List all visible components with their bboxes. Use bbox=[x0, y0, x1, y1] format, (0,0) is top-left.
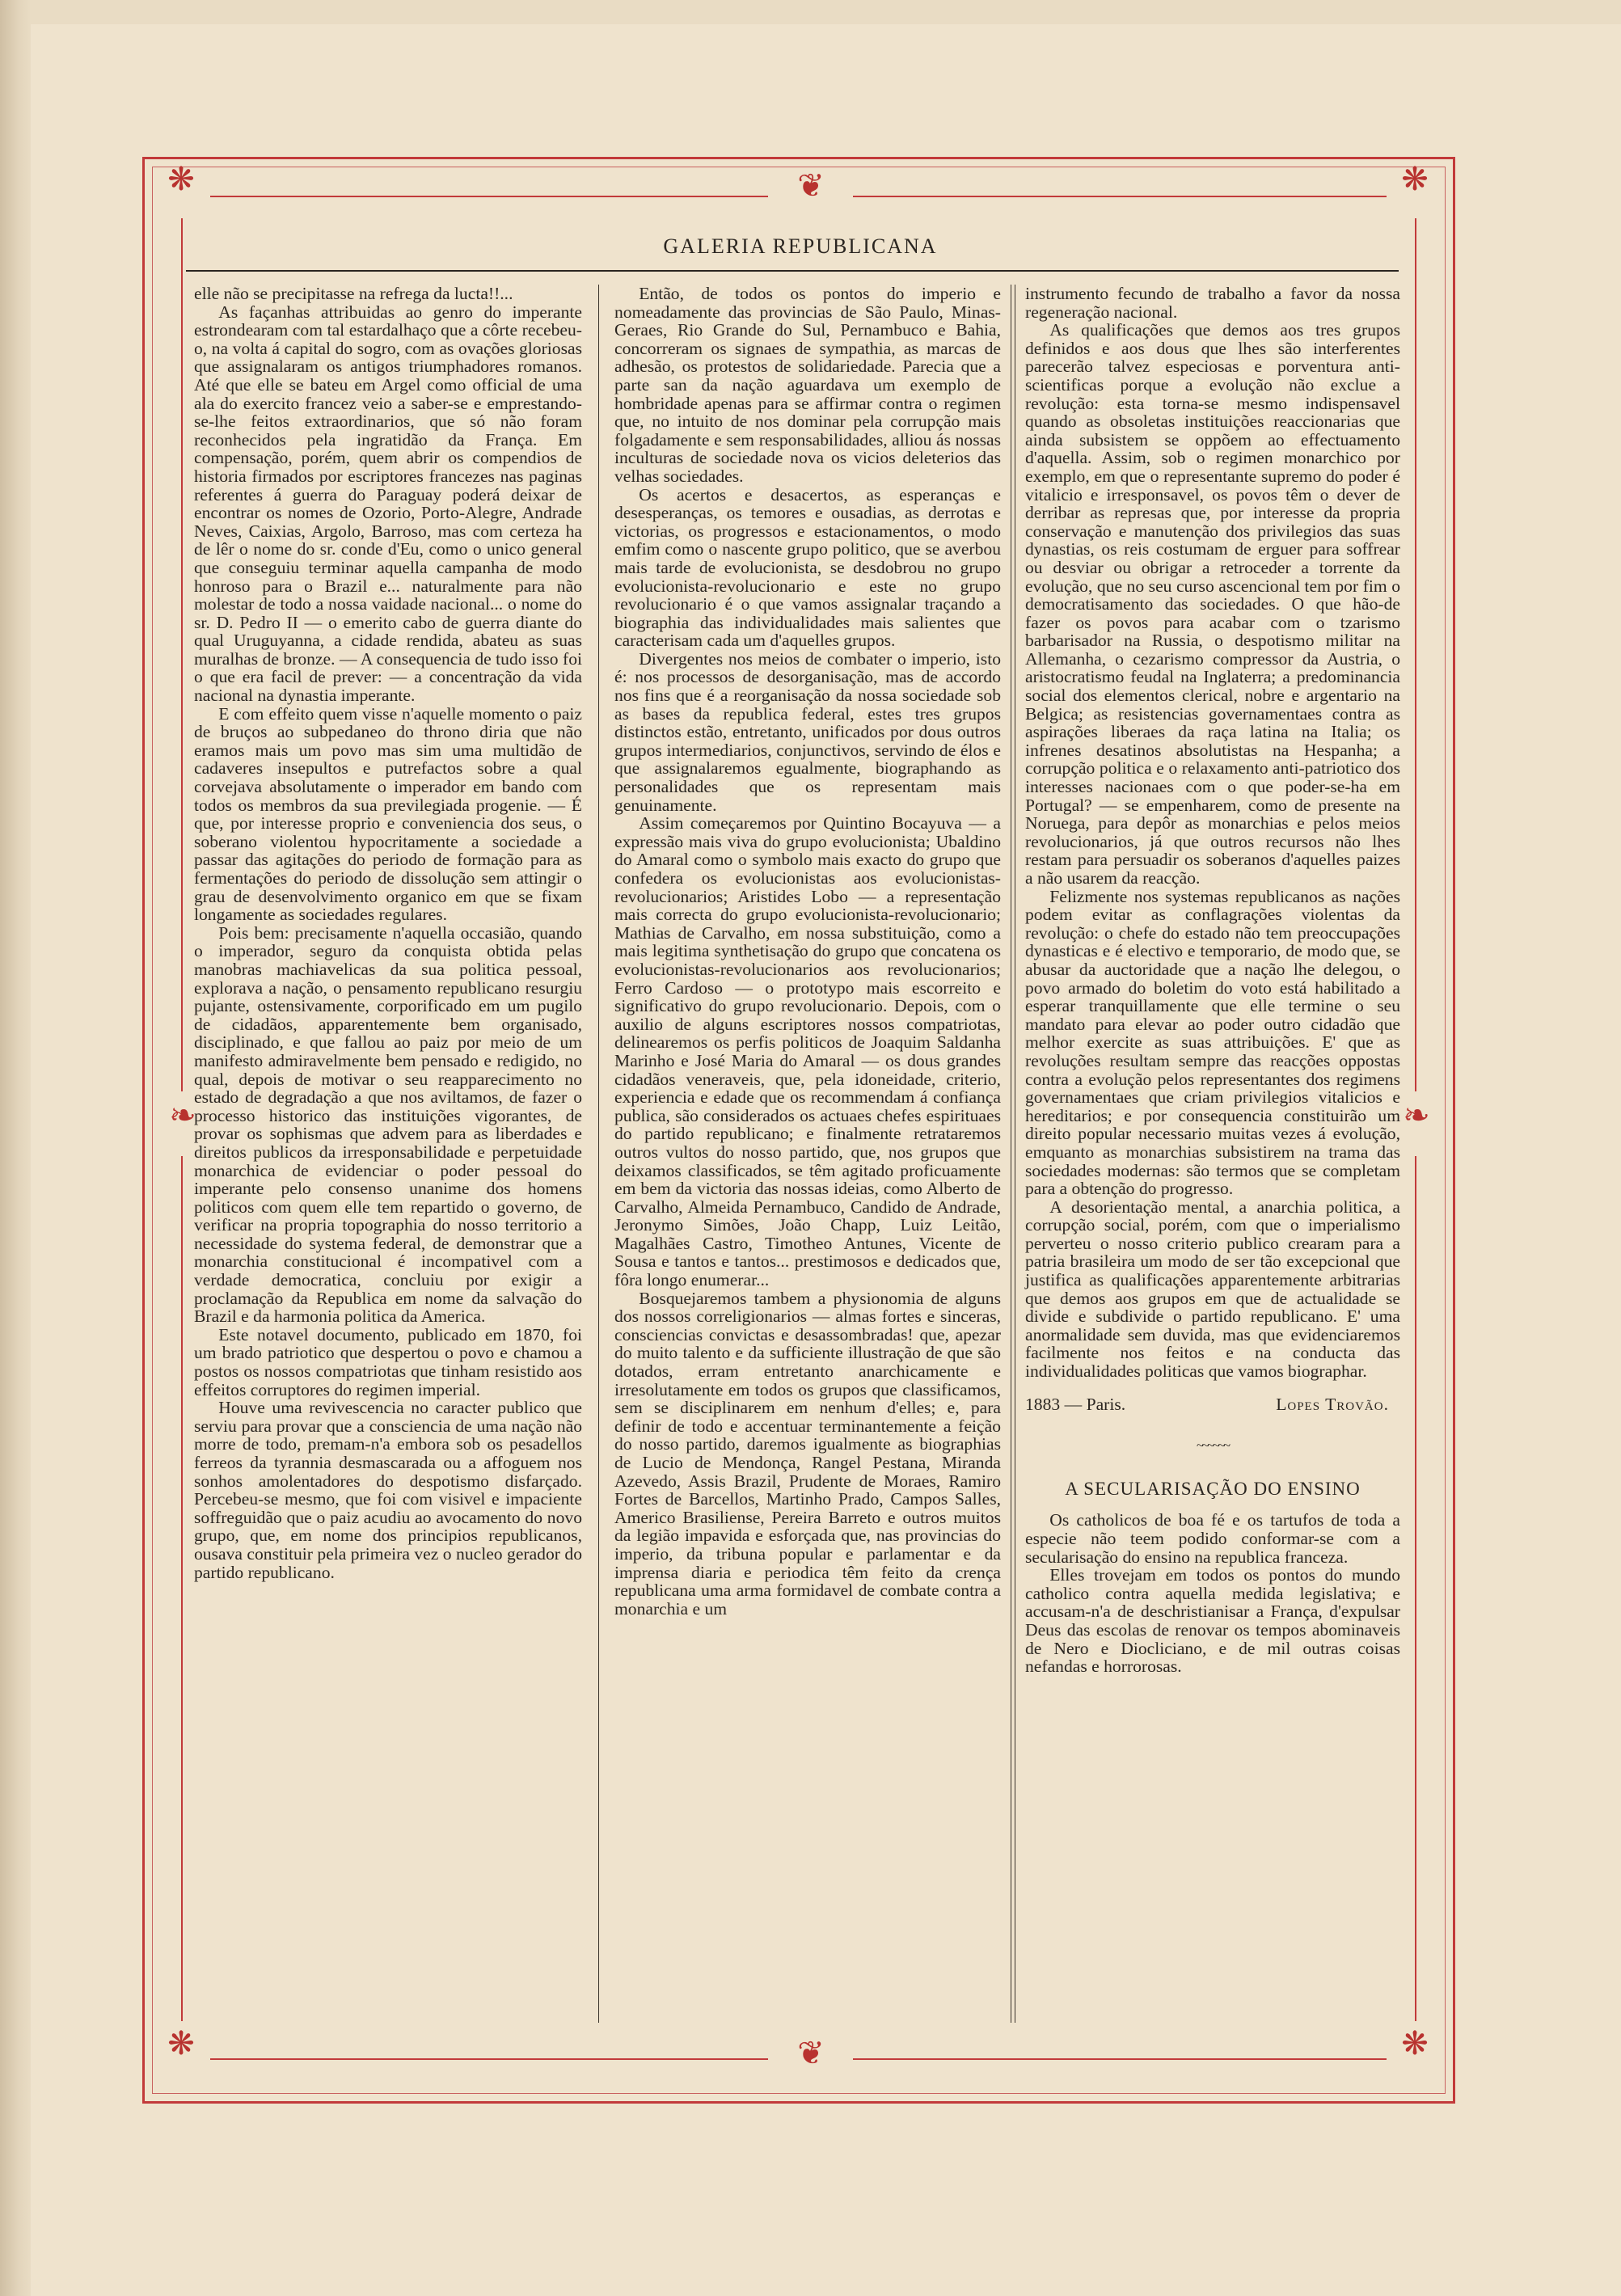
paragraph: Então, de todos os pontos do imperio e nomeadamente das provincias de São Paulo, Minas-Geraes, Rio Grande do Sul, Pernambuco e Bahia, concorreram os signaes de sympathia, as marcas de adhesão, os protestos de solidariedade. Parecia que a parte san da nação aguardava um exemplo de hombridade apenas para se affirmar contra o regimen que, no intuito de nos dominar pela corrupção mais folgadamente e sem responsabilidades, alliou ás nossas inculturas de sociedade nova os vicios deleterios das velhas sociedades. bbox=[614, 284, 1001, 486]
paragraph: Os catholicos de boa fé e os tartufos de toda a especie não teem podido conformar-se com a secularisação do ensino na republica franceza. bbox=[1025, 1510, 1400, 1567]
paragraph: Houve uma revivescencia no caracter publico que serviu para provar que a consciencia de uma nação não morre de todo, premam-n'a embora sob os pesadellos ferreos da tyrannia desmascarada ou a affoguem nos sonhos amolentadores do despotismo disfarçado. Percebeu-se mesmo, que foi com visivel e impaciente soffreguidão que o paiz acudiu ao avocamento do novo grupo, que, em nome dos principios republicanos, ousava constituir pela primeira vez o nucleo gerador do partido republicano. bbox=[194, 1398, 582, 1582]
paragraph: Pois bem: precisamente n'aquella occasião, quando o imperador, seguro da conquista obtida pelas manobras machiavelicas da sua politica pessoal, explorava a nação, o pensamento republicano resurgiu pujante, ostensivamente, corporificado em um pugilo de cidadãos, apparentemente bem organisado, disciplinado, e que fallou ao paiz por meio de um manifesto admiravelmente bem pensado e redigido, no qual, depois de motivar o seu reapparecimento no estado de degradação a que nos aviltamos, de fazer o processo historico das instituições vigorantes, de provar os sophismas que advem para as liberdades e direitos publicos da irresponsabilidade e perpetuidade monarchica de evidenciar o poder pessoal do imperante pelo consenso unanime dos homens politicos com quem elle tem repartido o governo, de verificar na propria topographia do nosso territorio a necessidade do systema federal, de demonstrar que a monarchia constitucional é incompativel com a verdade democratica, concluiu por exigir a proclamação da Republica em nome da salvação do Brazil e da harmonia politica da America. bbox=[194, 922, 582, 1327]
paragraph: As façanhas attribuidas ao genro do imperante estrondearam com tal estardalhaço que a côrte recebeu-o, na volta á capital do sogro, com as ovações gloriosas que assignalaram os antigos triumphadores romanos. Até que elle se bateu em Argel como official de uma ala do exercito francez veio a saber-se e emprestando-se-lhe feitos extraordinarios, que só não foram reconhecidos pela ingratidão da França. Em compensação, porém, quem abrir os compendios de historia firmados por escriptores francezes nas paginas referentes á guerra do Paraguay poderá deixar de encontrar os nomes de Ozorio, Porto-Alegre, Andrade Neves, Caixias, Argolo, Barroso, mas com certeza ha de lêr o nome do sr. conde d'Eu, como o unico general que conseguiu terminar aquella campanha de modo honroso para o Brazil e... naturalmente para não molestar de todo a nossa vaidade nacional... o nome do sr. D. Pedro II — o emerito cabo de guerra diante do qual Uruguyanna, a cidade rendida, abateu as suas muralhas de bronze. — A consequencia de tudo isso foi o que era facil de prever: — a concentração da vida nacional na dynastia imperante. bbox=[194, 302, 582, 706]
right-ornament-rule-top bbox=[1415, 218, 1416, 1091]
bottom-ornament-rule-left bbox=[210, 2058, 768, 2060]
paragraph: elle não se precipitasse na refrega da lucta!!... bbox=[194, 284, 513, 303]
paragraph: instrumento fecundo de trabalho a favor da nossa regeneração nacional. bbox=[1025, 284, 1400, 322]
article-column-3 bbox=[1025, 285, 1400, 1676]
corner-ornament-top-left-icon: ❋ bbox=[167, 161, 195, 197]
paragraph: E com effeito quem visse n'aquelle momento o paiz de bruços ao subpedaneo do throno diria que não eramos mais um povo mas sim uma multidão de cadaveres insepultos e putrefactos sobre a qual corvejava absolutamente o imperador em bando com todos os membros da sua previlegiada progenie. — É que, por interesse proprio e conveniencia dos seus, o soberano violentou hypocritamente a sociedade a passar das agitações do periodo de formação para as fermentações do periodo de dissolução sem attingir o grau de desenvolvimento organico em que se fixam longamente as sociedades regulares. bbox=[194, 703, 582, 925]
corner-ornament-top-right-icon: ❋ bbox=[1401, 161, 1429, 197]
section-title: A SECULARISAÇÃO DO ENSINO bbox=[1065, 1478, 1361, 1499]
column-divider-1 bbox=[598, 285, 599, 2023]
left-ornament-rule-top bbox=[181, 218, 183, 1091]
signature-author: Lopes Trovão. bbox=[1276, 1394, 1389, 1414]
page-header-title: GALERIA REPUBLICANA bbox=[663, 234, 938, 258]
paragraph: Este notavel documento, publicado em 1870, foi um brado patriotico que despertou o povo e chamou a postos os nossos compatriotas que tinham resistido aos effeitos corruptores do regimen imperial. bbox=[194, 1324, 582, 1399]
top-ornament-rule-right bbox=[853, 196, 1387, 197]
paragraph: Os acertos e desacertos, as esperanças e desesperanças, os temores e ousadias, as derrotas e victorias, os progressos e estacionamentos, o modo emfim como o nascente grupo politico, que se averbou mais tarde de evolucionista, se desdobrou no grupo evolucionista-revolucionario e este no grupo revolucionario é o que vamos assignalar traçando a biographia das individualidades mais salientes que caracterisam cada um d'aquelles grupos. bbox=[614, 484, 1001, 651]
paragraph: Assim começaremos por Quintino Bocayuva — a expressão mais viva do grupo evolucionista; Ubaldino do Amaral como o symbolo mais exacto do grupo que confedera os evolucionistas aos evolucionistas-revolucionarios; Aristides Lobo — a representação mais correcta do grupo evolucionista-revolucionario; Mathias de Carvalho, em nossa substituição, como a mais legitima synthetisação do grupo que concatena os evolucionistas-revolucionarios aos revolucionarios; Ferro Cardoso — o prototypo mais escorreito e significativo do grupo revolucionario. Depois, com o auxilio de alguns escriptores nossos compatriotas, delinearemos os perfis politicos de Joaquim Saldanha Marinho e José Maria do Amaral — os dous grandes cidadãos veneraveis, que, pela idoneidade, criterio, experiencia e edade que os recommendam á confiança publica, são considerados os actuaes chefes espirituaes do partido republicano; e finalmente retrataremos outros vultos do nosso partido, que, nos grupos que deixamos classificados, se têm agitado proficuamente em bem da victoria das nossas ideias, como Alberto de Carvalho, Almeida Pernambuco, Candido de Andrade, Jeronymo Simões, João Chapp, Luiz Leitão, Magalhães Castro, Timotheo Antunes, Vicente de Sousa e tantos e tantos... prestimosos e dedicados que, fôra longo enumerar... bbox=[614, 813, 1001, 1290]
header-rule bbox=[186, 270, 1399, 272]
bottom-ornament-rule-right bbox=[853, 2058, 1387, 2060]
left-ornament-rule-bottom bbox=[181, 1156, 183, 2021]
paragraph: A desorientação mental, a anarchia politica, a corrupção social, porém, com que o imperialismo perverteu o nosso criterio publico crearam para a patria brasileira um modo de ser tão excepcional que justifica as qualificações apparentemente arbitrarias que demos aos grupos em que de actualidade se divide e subdivide o partido republicano. E' uma anormalidade sem duvida, mas que evidenciaremos facilmente nos feitos e na conducta das individualidades politicas que vamos biographar. bbox=[1025, 1197, 1400, 1382]
section-separator: ~~~~~~ bbox=[1197, 1439, 1229, 1454]
corner-ornament-bottom-right-icon: ❋ bbox=[1401, 2025, 1429, 2062]
paragraph: As qualificações que demos aos tres grupos definidos e aos dous que lhes são interferentes parecerão talvez especiosas e porventura anti-scientificas porque a evolução não exclue a revolução: esta torna-se mesmo indispensavel quando as obsoletas instituições reaccionarias que ainda subsistem se oppõem ao effectuamento d'aquella. Assim, sob o regimen monarchico por exemplo, em que o representante supremo do poder é vitalicio e irresponsavel, os povos têm o dever de derribar as represas que, por interesse da propria conservação e manutenção dos privilegios das suas dynastias, os reis costumam de erguer para soffrear ou desviar ou obrigar a retroceder a torrente da evolução, que no seu curso ascencional tem por fim o democratisamento das sociedades. O que hão-de fazer os povos para acabar com o tzarismo barbarisador na Russia, o despotismo militar na Allemanha, o cezarismo compressor da Austria, o aristocratismo feudal na Inglaterra; a predominancia social dos elementos clerical, nobre e argentario na Belgica; as resistencias governamentaes contra as aspirações liberaes da raça latina na Italia; os infrenes desatinos absolutistas na Hespanha; a corrupção politica e o relaxamento anti-patriotico dos interesses nacionaes com o que poder-se-ha em Portugal? — se empenharem, como de presente na Noruega, para depôr as monarchias e pelos meios revolucionarios, já que outros recursos não lhes restam para persuadir os soberanos d'aquelles paizes a não usarem da reacção. bbox=[1025, 320, 1400, 888]
paragraph: Divergentes nos meios de combater o imperio, isto é: nos processos de desorganisação, mas de accordo nos fins que é a reorganisação da nossa sociedade sob as bases da republica federal, estes tres grupos distinctos estão, entretanto, unificados por dous outros grupos intermediarios, conjunctivos, servindo de élos e que assignalaremos egualmente, biographando as personalidades que os representam mais genuinamente. bbox=[614, 648, 1001, 815]
right-center-ornament-icon: ❧ bbox=[1403, 1097, 1430, 1133]
bottom-center-ornament-icon: ❦ bbox=[797, 2035, 825, 2071]
right-ornament-rule-bottom bbox=[1415, 1156, 1416, 2021]
top-center-ornament-icon: ❦ bbox=[797, 167, 825, 204]
article-signature bbox=[1025, 1395, 1400, 1414]
paragraph: Bosquejaremos tambem a physionomia de alguns dos nossos correligionarios — almas fortes e sinceras, consciencias convictas e desassombradas! que, apezar do muito talento e da sufficiente illustração de que são dotados, erram entretanto anarchicamente e irresolutamente em todos os grupos que classificamos, sem se disciplinarem em nenhum d'elles; e, para definir de todo e accentuar terminantemente a feição do nosso partido, daremos igualmente as biographias de Lucio de Mendonça, Rangel Pestana, Miranda Azevedo, Assis Brazil, Prudente de Moraes, Ramiro Fortes de Barcellos, Martinho Prado, Campos Salles, Americo Brasiliense, Pereira Barreto e outros muitos da legião impavida e esforçada que, nas provincias do imperio, da tribuna popular e parlamentar e da imprensa diaria e periodica têm feito da crença republicana uma arma formidavel de combate contra a monarchia e um bbox=[614, 1288, 1001, 1619]
page-fold-shadow bbox=[0, 0, 31, 2296]
corner-ornament-bottom-left-icon: ❋ bbox=[167, 2025, 195, 2062]
top-ornament-rule-left bbox=[210, 196, 768, 197]
article-column-1 bbox=[194, 285, 582, 1581]
signature-date: 1883 — Paris. bbox=[1025, 1394, 1126, 1414]
paragraph: Felizmente nos systemas republicanos as nações podem evitar as conflagrações violentas da revolução: o chefe do estado não tem preoccupações dynasticas e é electivo e temporario, de modo que, se abusar da auctoridade que a nação lhe delegou, o povo armado do boletim do voto está habilitado a esperar tranquillamente que elle termine o seu mandato para elevar ao poder outro cidadão que melhor exercite as suas attribuições. E' que as revoluções resultam sempre das reacções oppostas contra a evolução pelos representantes dos regimens governamentaes que criam privilegios vitalicios e hereditarios; e por consequencia constituirão um direito popular necessario muitas vezes á evolução, emquanto as monarchias subsistirem na trama das sociedades modernas: são termos que se completam para a obtenção do progresso. bbox=[1025, 886, 1400, 1199]
article-column-2 bbox=[614, 285, 1001, 1618]
paragraph: Elles trovejam em todos os pontos do mundo catholico contra aquella medida legislativa; e accusam-n'a de deschristianisar a França, d'expulsar Deus das escolas de renovar os tempos abominaveis de Nero e Diocliciano, e de mil outras coisas nefandas e horrorosas. bbox=[1025, 1565, 1400, 1677]
left-center-ornament-icon: ❧ bbox=[169, 1097, 196, 1133]
column-divider-2 bbox=[1011, 285, 1015, 2023]
